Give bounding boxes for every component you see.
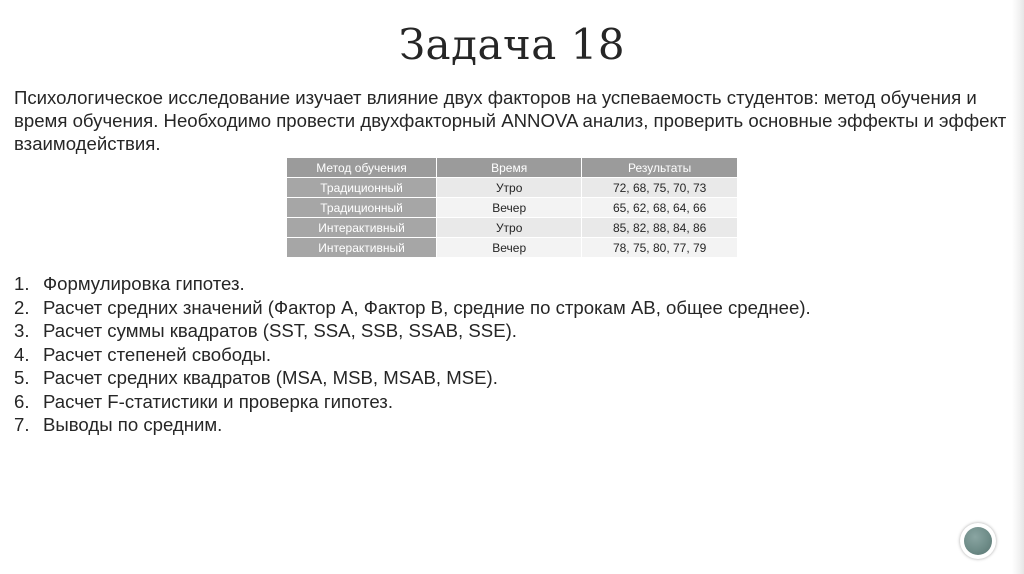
- table-row: [287, 198, 738, 218]
- list-item-number: 2.: [14, 296, 30, 318]
- list-item: [14, 343, 811, 367]
- list-item: [14, 272, 811, 296]
- table-header-row: [287, 158, 738, 178]
- list-item-text: Расчет средних значений (Фактор А, Фактор B, средние по строкам AB, общее среднее).: [43, 296, 811, 318]
- header-method: Метод обучения: [287, 158, 437, 178]
- list-item-number: 5.: [14, 367, 30, 388]
- list-item: [14, 296, 811, 320]
- intro-paragraph: Психологическое исследование изучает влияние двух факторов на успеваемость студентов: метод обучения и время обучения. Необходимо провести двухфакторный ANNOVA анализ, проверить основные эффекты и эффект взаимодействия.: [14, 87, 1007, 154]
- list-item: [14, 413, 811, 437]
- cell-time: Утро: [437, 178, 582, 198]
- list-item: [14, 390, 811, 414]
- list-item-number: 7.: [14, 414, 30, 435]
- list-item-text: Выводы по средним.: [43, 414, 223, 435]
- cell-results: 72, 68, 75, 70, 73: [582, 178, 738, 198]
- cell-method: Интерактивный: [287, 218, 437, 238]
- slide-edge-shadow: [1012, 0, 1024, 574]
- header-time: Время: [437, 158, 582, 178]
- data-table: [286, 157, 738, 258]
- steps-list: [14, 272, 811, 437]
- list-item-text: Расчет суммы квадратов (SST, SSA, SSB, SSAB, SSE).: [43, 320, 517, 341]
- cell-time: Утро: [437, 218, 582, 238]
- slide-title: Задача 18: [398, 20, 626, 69]
- list-item: [14, 319, 811, 343]
- cell-time: Вечер: [437, 198, 582, 218]
- cell-results: 65, 62, 68, 64, 66: [582, 198, 738, 218]
- list-item-text: Расчет средних квадратов (MSA, MSB, MSAB, MSE).: [43, 367, 498, 388]
- list-item-number: 1.: [14, 273, 30, 294]
- list-item-text: Расчет F-статистики и проверка гипотез.: [43, 390, 393, 412]
- list-item-number: 6.: [14, 390, 30, 412]
- cell-method: Интерактивный: [287, 238, 437, 258]
- circle-nav-icon: [964, 527, 992, 555]
- list-item-text: Расчет степеней свободы.: [43, 343, 272, 365]
- circle-nav-button[interactable]: [960, 523, 996, 559]
- list-item-text: Формулировка гипотез.: [43, 273, 245, 294]
- cell-results: 78, 75, 80, 77, 79: [582, 238, 738, 258]
- table-row: [287, 178, 738, 198]
- header-results: Результаты: [582, 158, 738, 178]
- table-row: [287, 218, 738, 238]
- list-item: [14, 366, 811, 390]
- list-item-number: 3.: [14, 320, 30, 341]
- cell-method: Традиционный: [287, 178, 437, 198]
- cell-results: 85, 82, 88, 84, 86: [582, 218, 738, 238]
- cell-time: Вечер: [437, 238, 582, 258]
- list-item-number: 4.: [14, 343, 30, 365]
- cell-method: Традиционный: [287, 198, 437, 218]
- table-row: [287, 238, 738, 258]
